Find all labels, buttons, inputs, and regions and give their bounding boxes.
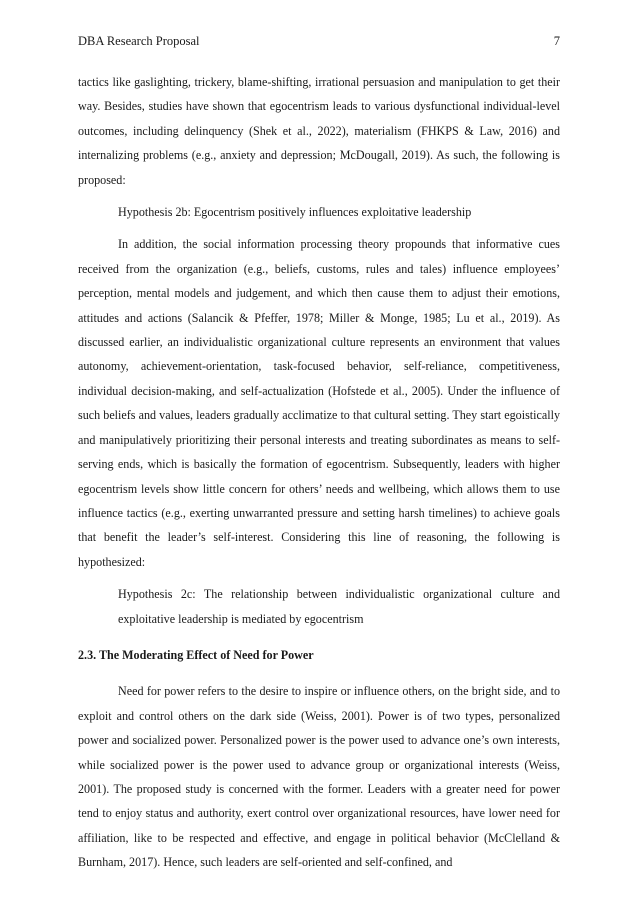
section-heading: 2.3. The Moderating Effect of Need for Power bbox=[78, 647, 314, 662]
hypothesis-2c: Hypothesis 2c: The relationship between individualistic organizational culture and exploitative leadership is mediated by egocentrism bbox=[118, 587, 560, 626]
page-body bbox=[78, 70, 560, 875]
hypothesis-2b: Hypothesis 2b: Egocentrism positively influences exploitative leadership bbox=[118, 205, 472, 220]
page-header bbox=[78, 34, 560, 49]
page-number: 7 bbox=[553, 34, 560, 48]
paragraph-need-for-power: Need for power refers to the desire to inspire or influence others, on the bright side, and to exploit and control others on the dark side (Weiss, 2001). Power is of two types, personalized power and socialized power. Personalized power is the power used to advance one’s own interests, while socialized power is the power used to advance group or organizational interests (Weiss, 2001). The proposed study is concerned with the former. Leaders with a greater need for power tend to enjoy status and authority, exert control over organizational resources, have lower need for affiliation, like to be respected and effective, and engage in political behavior (McClelland & Burnham, 2017). Hence, such leaders are self-oriented and self-confined, and bbox=[78, 684, 560, 870]
running-title: DBA Research Proposal bbox=[78, 34, 200, 48]
paragraph-continued: tactics like gaslighting, trickery, blame-shifting, irrational persuasion and manipulation to get their way. Besides, studies have shown that egocentrism leads to various dysfunctional individual-level outcomes, including delinquency (Shek et al., 2022), materialism (FHKPS & Law, 2016) and internalizing problems (e.g., anxiety and depression; McDougall, 2019). As such, the following is proposed: bbox=[78, 75, 560, 187]
paragraph-social-information: In addition, the social information processing theory propounds that informative cues received from the organization (e.g., beliefs, customs, rules and tales) influence employees’ perception, mental models and judgement, and which then cause them to adjust their emotions, attitudes and actions (Salancik & Pfeffer, 1978; Miller & Monge, 1985; Lu et al., 2019). As discussed earlier, an individualistic organizational culture represents an environment that values autonomy, achievement-orientation, task-focused behavior, self-reliance, competitiveness, individual decision-making, and self-actualization (Hofstede et al., 2005). Under the influence of such beliefs and values, leaders gradually acclimatize to that cultural setting. They start egoistically and manipulatively prioritizing their personal interests and treating subordinates as means to self-serving ends, which is basically the formation of egocentrism. Subsequently, leaders with higher egocentrism levels show little concern for others’ needs and wellbeing, which allows them to use influence tactics (e.g., exerting unwarranted pressure and setting harsh timelines) to achieve goals that benefit the leader’s self-interest. Considering this line of reasoning, the following is hypothesized: bbox=[78, 237, 560, 569]
